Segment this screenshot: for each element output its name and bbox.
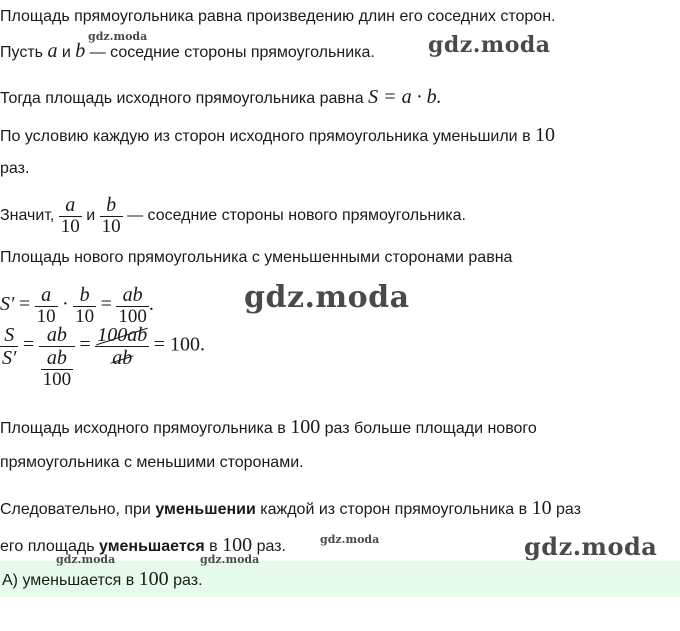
text-line-11: прямоугольника с меньшими сторонами. xyxy=(0,454,304,471)
fraction-b-over-10: $\frac{b}{10}$ xyxy=(75,284,95,327)
watermark: gdz.moda xyxy=(244,280,410,315)
formula-area-ratio: $\frac{S}{S'}$ = $\frac{ab}{\frac{ab}{100}}$ = $\frac{100ab}{ab}$ = 100. xyxy=(2,324,205,390)
text-line-3: Тогда площадь исходного прямоугольника равна S = a · b. xyxy=(0,86,442,108)
fraction-ab-over-ab-over-100: $\frac{ab}{\frac{ab}{100}}$ xyxy=(39,324,76,391)
watermark: gdz.moda xyxy=(428,32,551,58)
text-line-4: По условию каждую из сторон исходного прямоугольника уменьшили в 10 xyxy=(0,124,556,146)
watermark: gdz.moda xyxy=(524,532,658,561)
fraction-b-over-10: $\frac{b}{10}$ xyxy=(101,194,121,237)
text-line-10: Площадь исходного прямоугольника в 100 раз больше площади нового xyxy=(0,416,537,438)
text-line-13: его площадь уменьшается в 100 раз. xyxy=(0,534,286,556)
text-line-2: Пусть a и b — соседние стороны прямоугольника. xyxy=(0,40,375,62)
text-line-5: раз. xyxy=(0,160,30,177)
fraction-s-over-sprime: $\frac{S}{S'}$ xyxy=(2,324,17,369)
fraction-a-over-10: $\frac{a}{10}$ xyxy=(60,194,80,237)
answer-text: А) уменьшается в 100 раз. xyxy=(2,568,203,590)
text-line-1: Площадь прямоугольника равна произведению длин его соседних сторон. xyxy=(0,8,556,25)
text-line-12: Следовательно, при уменьшении каждой из сторон прямоугольника в 10 раз xyxy=(0,497,581,519)
watermark: gdz.moda xyxy=(320,533,380,546)
fraction-ab-over-100: $\frac{ab}{100}$ xyxy=(118,284,147,327)
fraction-cancelled: $\frac{100ab}{ab}$ xyxy=(97,324,148,369)
answer-box xyxy=(0,561,680,597)
fraction-a-over-10: $\frac{a}{10}$ xyxy=(36,284,56,327)
area-formula: S = a · b. xyxy=(368,86,442,108)
watermark: gdz.moda xyxy=(56,553,116,566)
watermark: gdz.moda xyxy=(88,30,148,43)
formula-new-area: S′ = $\frac{a}{10}$ · $\frac{b}{10}$ = $\frac{ab}{100}$ . xyxy=(0,284,154,327)
watermark: gdz.moda xyxy=(200,553,260,566)
text-line-6: Значит, $\frac{a}{10}$ и $\frac{b}{10}$ — соседние стороны нового прямоугольника. xyxy=(0,194,466,237)
text-line-7: Площадь нового прямоугольника с уменьшенными сторонами равна xyxy=(0,249,513,266)
